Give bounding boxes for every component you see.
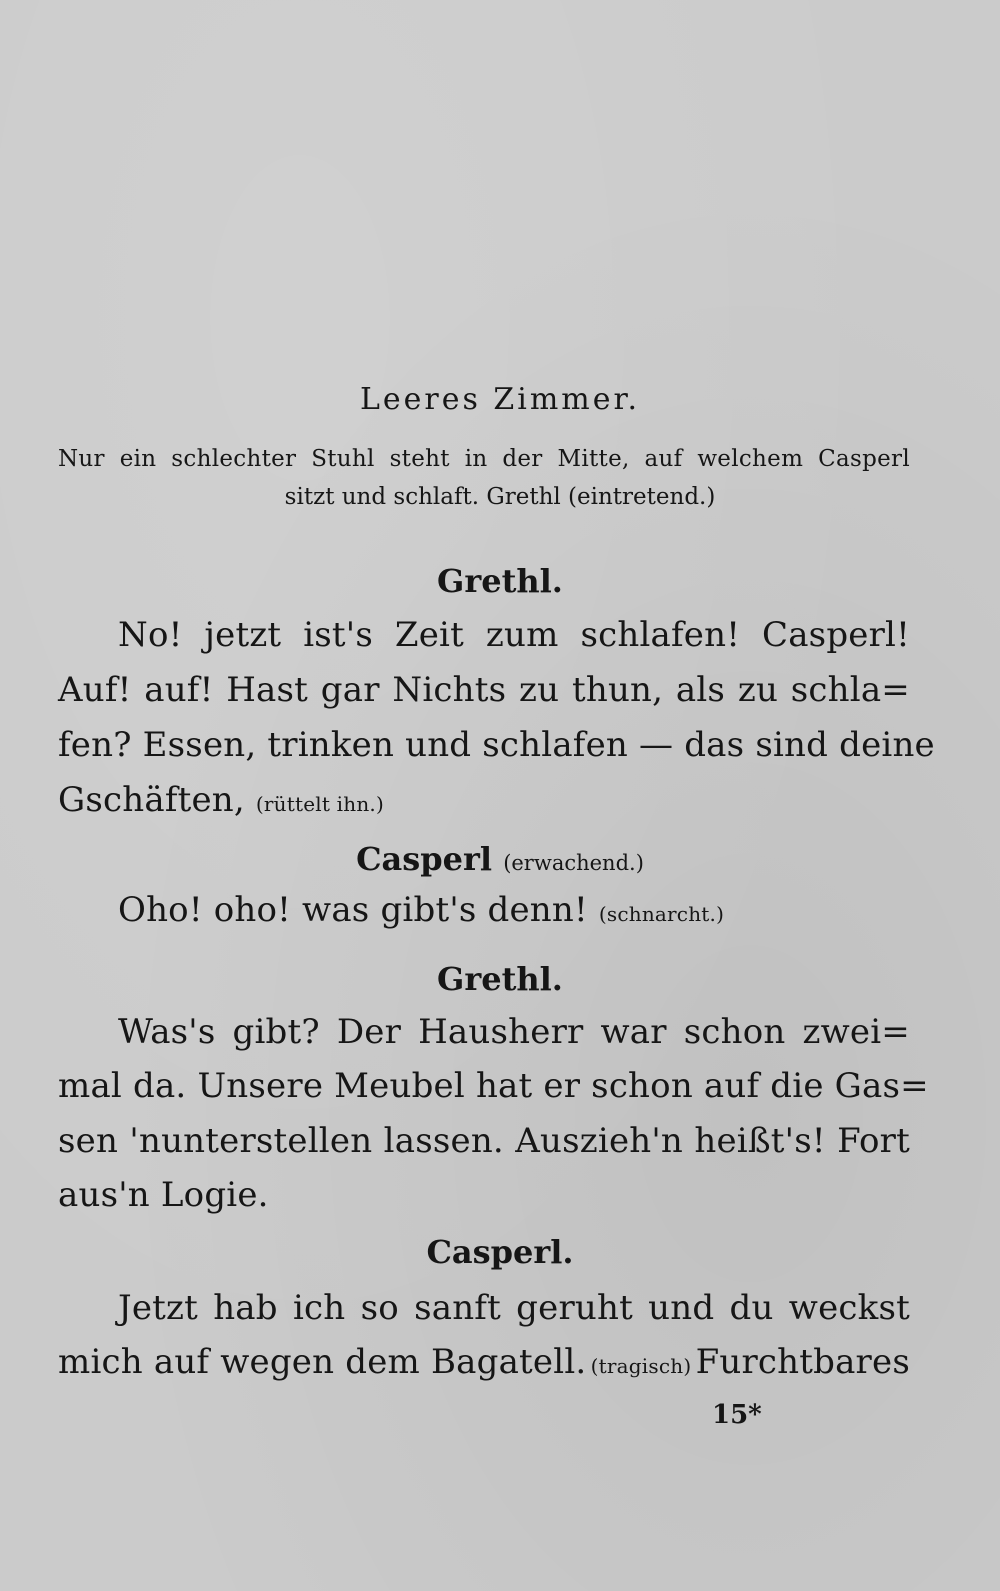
dialogue-text: Gschäften, (58, 780, 245, 820)
speaker-name: Casperl (356, 840, 493, 878)
dialogue-line: Auf! auf! Hast gar Nichts zu thun, als zu schla= (58, 670, 910, 710)
scene-heading: Leeres Zimmer. (359, 382, 641, 417)
dialogue-line: sen 'nunterstellen lassen. Auszieh'n heißt's! Fort (58, 1121, 910, 1161)
stage-direction: (tragisch) (590, 1354, 692, 1378)
stage-direction-line: Nur ein schlechter Stuhl steht in der Mitte, auf welchem Casperl (58, 446, 910, 472)
page-number: 15* (712, 1400, 762, 1430)
speaker-name: Grethl. (437, 562, 563, 600)
speaker-name: Grethl. (437, 960, 563, 998)
dialogue-text: Oho! oho! was gibt's denn! (118, 890, 588, 930)
dialogue-text: Furchtbares (695, 1342, 910, 1382)
dialogue-text: mich auf wegen dem Bagatell. (58, 1342, 587, 1382)
dialogue-line: aus'n Logie. (58, 1175, 269, 1215)
stage-direction: (erwachend.) (503, 851, 644, 875)
dialogue-line: Was's gibt? Der Hausherr war schon zwei= (118, 1012, 910, 1052)
speaker-line (0, 840, 1000, 878)
speaker-name: Casperl. (426, 1233, 574, 1271)
dialogue-line (118, 890, 970, 930)
stage-direction: (rüttelt ihn.) (255, 792, 384, 816)
dialogue-line (58, 1342, 910, 1382)
dialogue-line: mal da. Unsere Meubel hat er schon auf die Gas= (58, 1066, 929, 1106)
dialogue-line (58, 780, 910, 820)
stage-direction-line: sitzt und schlaft. Grethl (eintretend.) (284, 484, 716, 510)
dialogue-line: No! jetzt ist's Zeit zum schlafen! Casperl! (118, 615, 910, 655)
stage-direction: (schnarcht.) (598, 902, 725, 926)
dialogue-line: Jetzt hab ich so sanft geruht und du weckst (118, 1288, 910, 1328)
dialogue-line: fen? Essen, trinken und schlafen — das sind deine (58, 725, 935, 765)
